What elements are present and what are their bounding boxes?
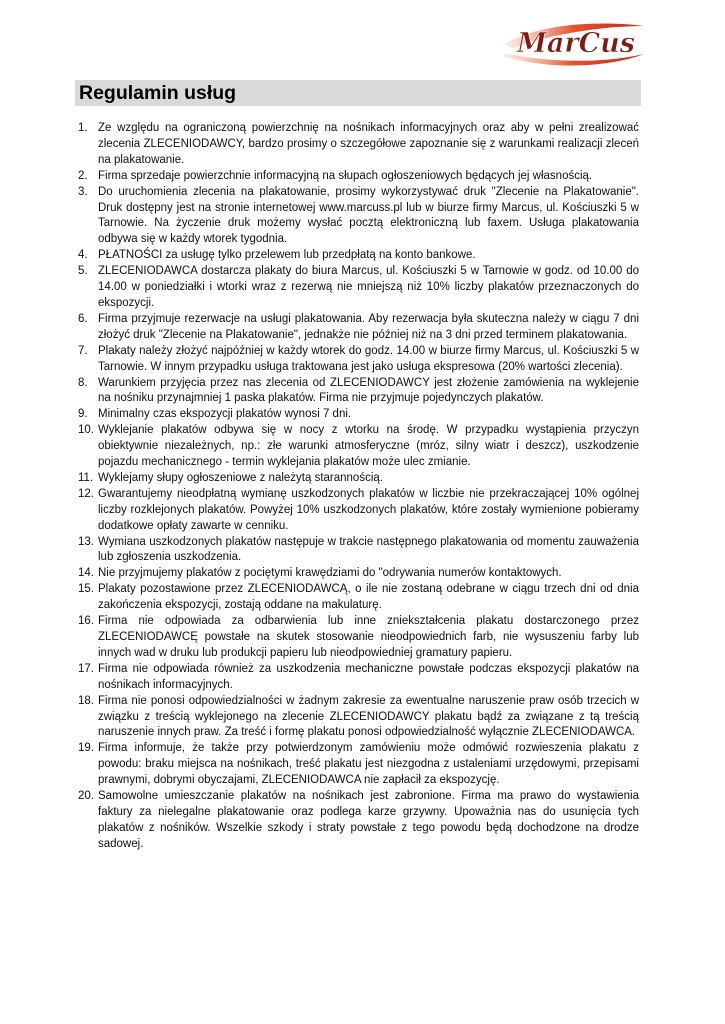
logo-text: MarCus (517, 28, 635, 59)
page-title: Regulamin usług (79, 82, 237, 104)
rule-item (78, 121, 639, 169)
rule-number: 18. (78, 694, 94, 707)
rule-item (78, 407, 639, 423)
rule-text: Warunkiem przyjęcia przez nas zlecenia od ZLECENIODAWCY jest złożenie zamówienia na wyklejenie na nośniku przynajmniej 1 paska plakatów. Firma nie przyjmuje pojedynczych plakatów. (98, 376, 639, 405)
rule-text: Ze względu na ograniczoną powierzchnię na nośnikach informacyjnych oraz aby w pełni zrealizować zlecenia ZLECENIODAWCY, bardzo prosimy o szczegółowe zapoznanie się z warunkami realizacji zleceń na plakatowanie. (98, 122, 639, 166)
rule-text: Firma nie odpowiada również za uszkodzenia mechaniczne powstałe podczas ekspozycji plakatów na nośnikach informacyjnych. (98, 662, 639, 691)
rule-item (78, 741, 639, 789)
rule-item (78, 694, 639, 742)
rule-text: Minimalny czas ekspozycji plakatów wynosi 7 dni. (98, 408, 352, 421)
rule-number: 17. (78, 662, 94, 675)
rule-number: 12. (78, 487, 94, 500)
title-bar (75, 80, 641, 106)
rule-item (78, 248, 639, 264)
rule-item (78, 423, 639, 471)
rule-text: Plakaty należy złożyć najpóźniej w każdy wtorek do godz. 14.00 w biurze firmy Marcus, ul. Kościuszki 5 w Tarnowie. W innym przypadku usługa traktowana jest jako usługa ekspresowa (20% wartości zlecenia). (98, 344, 639, 373)
rule-item (78, 264, 639, 312)
rule-number: 16. (78, 615, 94, 628)
rule-text: Firma nie ponosi odpowiedzialności w żadnym zakresie za ewentualne naruszenie praw osób trzecich w związku z treścią wyklejonego na zlecenie ZLECENIODAWCY plakatu bądź za związane z tą treścią naruszenie innych praw. Za treść i formę plakatu ponosi odpowiedzialność wyłącznie ZLECENIODAWCA. (98, 694, 639, 739)
rule-item (78, 487, 639, 535)
rule-item (78, 582, 639, 614)
rule-number: 15. (78, 583, 94, 596)
rule-text: Wymiana uszkodzonych plakatów następuje w trakcie następnego plakatowania od momentu zauważenia lub zgłoszenia uszkodzenia. (98, 535, 639, 564)
rule-item (78, 789, 639, 853)
rule-item (78, 185, 639, 249)
rule-text: Gwarantujemy nieodpłatną wymianę uszkodzonych plakatów w liczbie nie przekraczającej 10% ogólnej liczby rozklejonych plakatów. Powyżej 10% uszkodzonych plakatów, które zostały wymienione pobieramy dodatkowe opłaty zawarte w cenniku. (98, 487, 639, 532)
rule-number: 5. (78, 265, 88, 278)
rule-number: 3. (78, 185, 88, 198)
rule-item (78, 312, 639, 344)
rule-number: 8. (78, 376, 88, 389)
rule-item (78, 344, 639, 376)
rule-number: 11. (78, 471, 94, 484)
rule-number: 9. (78, 408, 88, 421)
marcus-logo (498, 18, 648, 74)
rule-item (78, 662, 639, 694)
rule-number: 1. (78, 122, 88, 134)
rule-item (78, 376, 639, 408)
rule-text: Firma sprzedaje powierzchnie informacyjną na słupach ogłoszeniowych będących jej własnością. (98, 169, 593, 182)
rule-text: Wyklejanie plakatów odbywa się w nocy z wtorku na środę. W przypadku wystąpienia przyczyn obiektywnie niezależnych, np.: złe warunki atmosferyczne (mróz, silny wiatr i deszcz), uszkodzenie pojazdu mechanicznego - termin wyklejania plakatów może ulec zmianie. (98, 424, 639, 469)
rule-number: 2. (78, 169, 88, 182)
rule-number: 14. (78, 567, 94, 580)
rule-text: Firma nie odpowiada za odbarwienia lub inne zniekształcenia plakatu dostarczonego przez ZLECENIODAWCĘ powstałe na skutek stosowanie nieodpowiednich farb, nie wysuszeniu farby lub innych wad w druku lub produkcji papieru lub nieodpowiedniej gramatury papieru. (98, 615, 639, 659)
rule-number: 13. (78, 535, 94, 548)
rule-item (78, 614, 639, 662)
rule-item (78, 566, 639, 582)
rule-number: 19. (78, 742, 94, 755)
rule-text: Firma informuje, że także przy potwierdzonym zamówieniu może odmówić rozwieszenia plakatu z powodu: braku miejsca na nośnikach, treść plakatu jest niezgodna z ustaleniami urzędowymi, przepisami prawnymi, dobrymi obyczajami, ZLECENIODAWCA nie zapłacił za ekspozycję. (98, 742, 639, 787)
rule-item (78, 535, 639, 567)
rule-number: 20. (78, 790, 94, 803)
rule-text: Firma przyjmuje rezerwacje na usługi plakatowania. Aby rezerwacja była skuteczna należy w ciągu 7 dni złożyć druk "Zlecenie na Plakatowanie", jednakże nie później niż na 3 dni przed terminem plakatowania. (98, 312, 639, 341)
rule-item (78, 169, 639, 185)
rule-number: 10. (78, 424, 94, 437)
rule-text: Do uruchomienia zlecenia na plakatowanie, prosimy wykorzystywać druk "Zlecenie na Plakatowanie". Druk dostępny jest na stronie internetowej www.marcuss.pl lub w biurze firmy Marcus, ul. Kościuszki 5 w Tarnowie. Na życzenie druk możemy wysłać pocztą elektroniczną lub faxem. Usługa plakatowania odbywa się w każdy wtorek tygodnia. (98, 185, 639, 246)
rule-number: 6. (78, 312, 88, 325)
rule-text: PŁATNOŚCI za usługę tylko przelewem lub przedpłatą na konto bankowe. (98, 249, 476, 262)
rule-text: Samowolne umieszczanie plakatów na nośnikach jest zabronione. Firma ma prawo do wystawienia faktury za nielegalne plakatowanie oraz podlega karze grzywny. Upoważnia nas do usunięcia tych plakatów z nośników. Wszelkie szkody i straty powstałe z tego powodu będą dochodzone na drodze sadowej. (98, 790, 639, 850)
rule-text: Wyklejamy słupy ogłoszeniowe z należytą starannością. (98, 471, 383, 484)
rule-number: 4. (78, 249, 88, 262)
rule-number: 7. (78, 344, 88, 357)
rule-text: ZLECENIODAWCA dostarcza plakaty do biura Marcus, ul. Kościuszki 5 w Tarnowie w godz. od 10.00 do 14.00 w poniedziałki i wtorki wraz z rezerwą nie mniejszą niż 10% liczby plakatów przeznaczonych do ekspozycji. (98, 265, 639, 309)
rules-list (78, 121, 639, 853)
rule-item (78, 471, 639, 487)
rule-text: Nie przyjmujemy plakatów z pociętymi krawędziami do "odrywania numerów kontaktowych. (98, 567, 562, 580)
rule-text: Plakaty pozostawione przez ZLECENIODAWCĄ, o ile nie zostaną odebrane w ciągu trzech dni od dnia zakończenia ekspozycji, zostają oddane na makulaturę. (98, 583, 639, 612)
